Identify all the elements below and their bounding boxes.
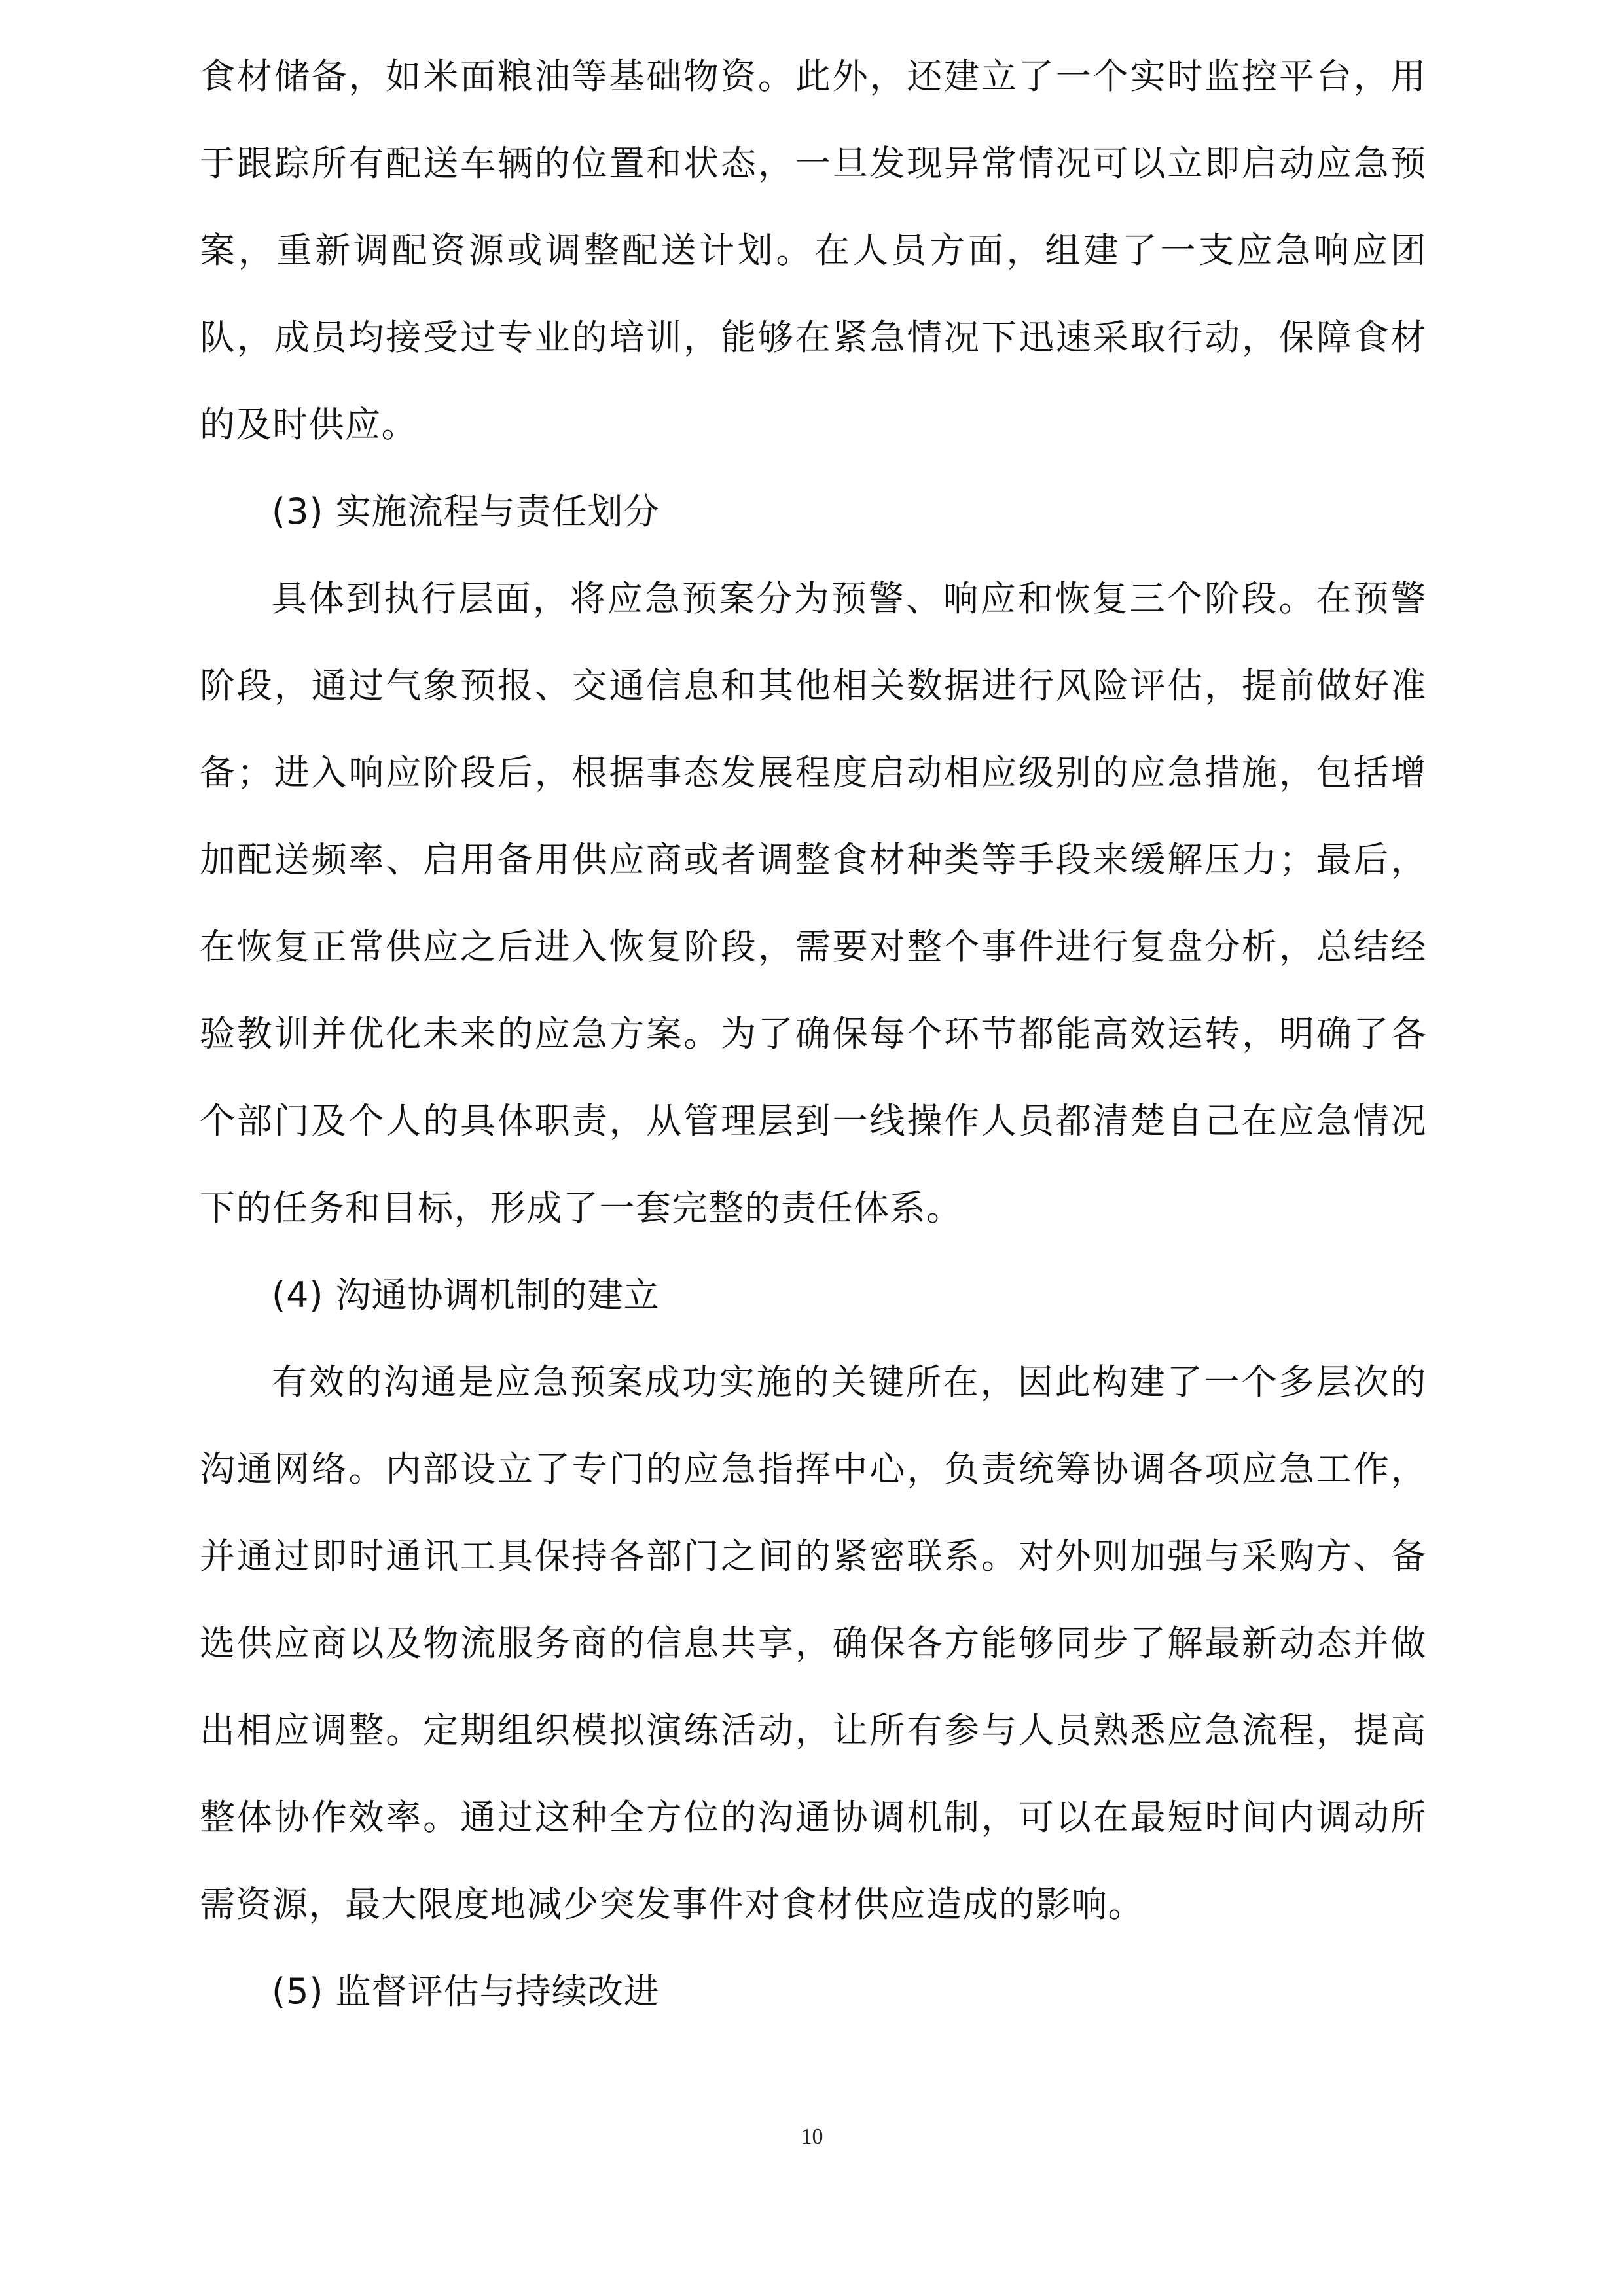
heading-communication-mechanism: (4) 沟通协调机制的建立 xyxy=(272,1274,660,1316)
heading-supervision-evaluation: (5) 监督评估与持续改进 xyxy=(272,1971,660,2012)
paragraph-implementation-process: 具体到执行层面，将应急预案分为预警、响应和恢复三个阶段。在预警阶段，通过气象预报、交通信息和其他相关数据进行风险评估，提前做好准备；进入响应阶段后，根据事态发展程度启动相应级别的应急措施，包括增加配送频率、启用备用供应商或者调整食材种类等手段来缓解压力；最后，在恢复正常供应之后进入恢复阶段，需要对整个事件进行复盘分析，总结经验教训并优化未来的应急方案。为了确保每个环节都能高效运转，明确了各个部门及个人的具体职责，从管理层到一线操作人员都清楚自己在应急情况下的任务和目标，形成了一套完整的责任体系。 xyxy=(200,578,1427,1229)
heading-implementation-process: (3) 实施流程与责任划分 xyxy=(272,491,660,532)
page-number: 10 xyxy=(801,2125,823,2149)
paragraph-communication-mechanism: 有效的沟通是应急预案成功实施的关键所在，因此构建了一个多层次的沟通网络。内部设立了专门的应急指挥中心，负责统筹协调各项应急工作，并通过即时通讯工具保持各部门之间的紧密联系。对外则加强与采购方、备选供应商以及物流服务商的信息共享，确保各方能够同步了解最新动态并做出相应调整。定期组织模拟演练活动，让所有参与人员熟悉应急流程，提高整体协作效率。通过这种全方位的沟通协调机制，可以在最短时间内调动所需资源，最大限度地减少突发事件对食材供应造成的影响。 xyxy=(200,1361,1427,1925)
body-text xyxy=(200,33,1427,2035)
paragraph-food-reserve: 食材储备，如米面粮油等基础物资。此外，还建立了一个实时监控平台，用于跟踪所有配送车辆的位置和状态，一旦发现异常情况可以立即启动应急预案，重新调配资源或调整配送计划。在人员方面，组建了一支应急响应团队，成员均接受过专业的培训，能够在紧急情况下迅速采取行动，保障食材的及时供应。 xyxy=(200,56,1427,445)
